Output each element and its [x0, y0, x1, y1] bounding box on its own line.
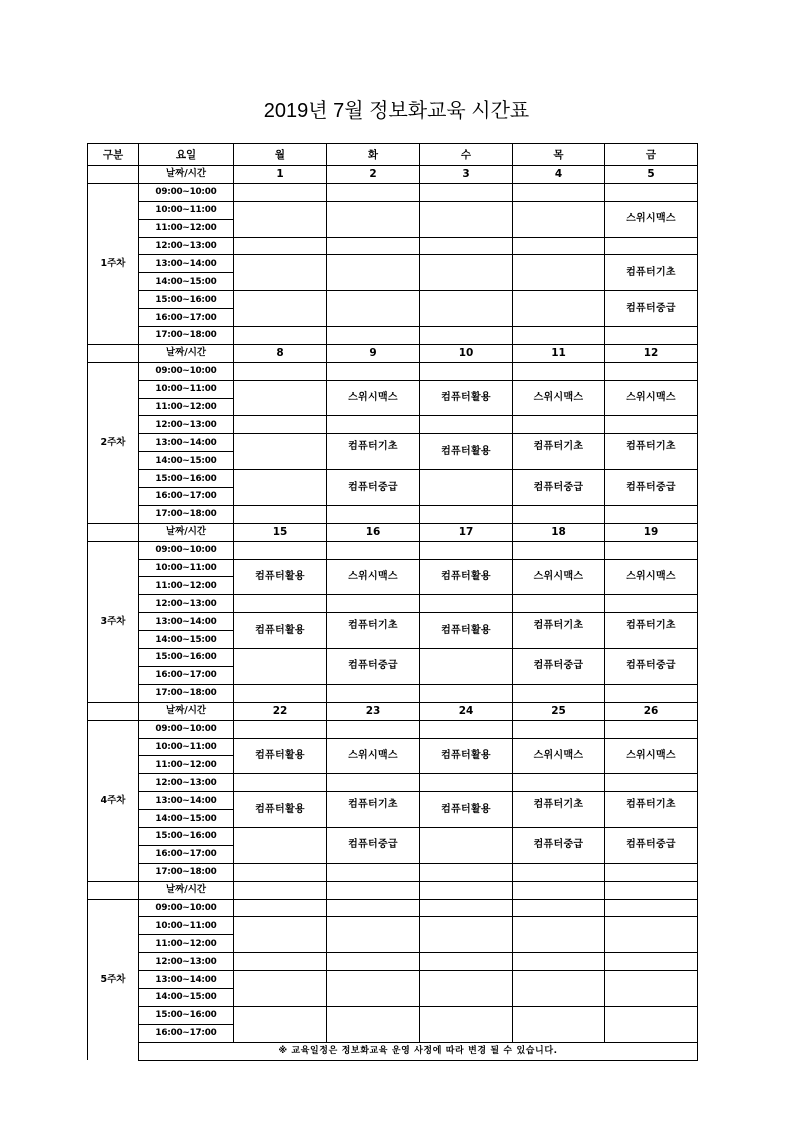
course-cell: 컴퓨터중급 — [605, 649, 698, 685]
date-row-category-cell — [88, 344, 139, 362]
time-slot: 13:00~14:00 — [139, 613, 234, 631]
time-row — [88, 613, 698, 631]
course-cell: 컴퓨터기초 — [513, 613, 605, 649]
empty-cell — [420, 237, 513, 255]
course-cell: 컴퓨터중급 — [327, 827, 420, 863]
time-slot: 14:00~15:00 — [139, 273, 234, 291]
empty-cell — [605, 917, 698, 953]
date-time-label: 날짜/시간 — [139, 881, 234, 899]
date-cell-fri: 5 — [605, 166, 698, 184]
time-row — [88, 380, 698, 398]
time-row — [88, 792, 698, 810]
empty-cell — [327, 505, 420, 523]
time-row — [88, 237, 698, 255]
empty-cell — [513, 971, 605, 1007]
course-cell: 컴퓨터중급 — [327, 649, 420, 685]
date-cell-tue: 9 — [327, 344, 420, 362]
time-slot: 15:00~16:00 — [139, 470, 234, 488]
empty-cell — [327, 201, 420, 237]
time-slot: 16:00~17:00 — [139, 1024, 234, 1042]
empty-cell — [234, 953, 327, 971]
course-cell: 컴퓨터활용 — [234, 792, 327, 828]
empty-cell — [234, 505, 327, 523]
time-slot: 16:00~17:00 — [139, 845, 234, 863]
course-cell: 스위시맥스 — [327, 738, 420, 774]
empty-cell — [513, 1006, 605, 1042]
time-slot: 12:00~13:00 — [139, 953, 234, 971]
time-slot: 16:00~17:00 — [139, 666, 234, 684]
date-cell-tue: 23 — [327, 702, 420, 720]
header-row — [88, 144, 698, 166]
empty-cell — [513, 774, 605, 792]
date-row-category-cell — [88, 881, 139, 899]
time-slot: 13:00~14:00 — [139, 792, 234, 810]
empty-cell — [513, 953, 605, 971]
empty-cell — [420, 362, 513, 380]
empty-cell — [420, 470, 513, 506]
time-row — [88, 559, 698, 577]
time-slot: 17:00~18:00 — [139, 327, 234, 345]
empty-cell — [234, 470, 327, 506]
time-slot: 13:00~14:00 — [139, 434, 234, 452]
empty-cell — [327, 291, 420, 327]
header-weekday: 요일 — [139, 144, 234, 166]
empty-cell — [327, 595, 420, 613]
empty-cell — [327, 863, 420, 881]
empty-cell — [327, 327, 420, 345]
date-cell-wed: 3 — [420, 166, 513, 184]
time-row — [88, 291, 698, 309]
empty-cell — [605, 237, 698, 255]
time-slot: 11:00~12:00 — [139, 398, 234, 416]
time-slot: 10:00~11:00 — [139, 201, 234, 219]
time-slot: 15:00~16:00 — [139, 291, 234, 309]
empty-cell — [234, 362, 327, 380]
course-cell: 컴퓨터기초 — [327, 792, 420, 828]
empty-cell — [513, 595, 605, 613]
course-cell: 컴퓨터활용 — [420, 738, 513, 774]
date-cell-mon: 15 — [234, 523, 327, 541]
empty-cell — [234, 595, 327, 613]
course-cell: 컴퓨터기초 — [327, 613, 420, 649]
empty-cell — [420, 291, 513, 327]
date-cell-wed: 10 — [420, 344, 513, 362]
course-cell: 스위시맥스 — [513, 738, 605, 774]
time-slot: 09:00~10:00 — [139, 183, 234, 201]
empty-cell — [234, 899, 327, 917]
empty-cell — [420, 863, 513, 881]
empty-cell — [513, 541, 605, 559]
course-cell: 컴퓨터중급 — [605, 470, 698, 506]
time-slot: 12:00~13:00 — [139, 237, 234, 255]
header-category: 구분 — [88, 144, 139, 166]
time-slot: 14:00~15:00 — [139, 810, 234, 828]
date-row-category-cell — [88, 523, 139, 541]
course-cell: 컴퓨터활용 — [234, 559, 327, 595]
course-cell: 컴퓨터기초 — [513, 792, 605, 828]
header-day-thu: 목 — [513, 144, 605, 166]
time-slot: 11:00~12:00 — [139, 935, 234, 953]
date-cell-thu: 18 — [513, 523, 605, 541]
course-cell: 컴퓨터활용 — [234, 738, 327, 774]
empty-cell — [420, 416, 513, 434]
time-slot: 12:00~13:00 — [139, 595, 234, 613]
empty-cell — [605, 541, 698, 559]
empty-cell — [513, 720, 605, 738]
time-row — [88, 684, 698, 702]
time-row — [88, 971, 698, 989]
course-cell: 컴퓨터기초 — [605, 434, 698, 470]
schedule-table — [87, 143, 698, 1061]
date-cell-mon: 8 — [234, 344, 327, 362]
date-cell-mon: 1 — [234, 166, 327, 184]
date-cell-mon — [234, 881, 327, 899]
empty-cell — [327, 684, 420, 702]
empty-cell — [420, 827, 513, 863]
empty-cell — [513, 291, 605, 327]
date-row — [88, 702, 698, 720]
empty-cell — [605, 971, 698, 1007]
empty-cell — [513, 201, 605, 237]
time-row — [88, 255, 698, 273]
time-slot: 16:00~17:00 — [139, 309, 234, 327]
course-cell: 스위시맥스 — [605, 559, 698, 595]
empty-cell — [513, 237, 605, 255]
empty-cell — [513, 684, 605, 702]
empty-cell — [327, 255, 420, 291]
course-cell: 스위시맥스 — [605, 380, 698, 416]
empty-cell — [420, 720, 513, 738]
time-row — [88, 327, 698, 345]
time-slot: 14:00~15:00 — [139, 452, 234, 470]
empty-cell — [234, 863, 327, 881]
time-slot: 15:00~16:00 — [139, 1006, 234, 1024]
time-slot: 16:00~17:00 — [139, 488, 234, 506]
header-day-fri: 금 — [605, 144, 698, 166]
time-slot: 13:00~14:00 — [139, 971, 234, 989]
empty-cell — [234, 416, 327, 434]
time-slot: 11:00~12:00 — [139, 577, 234, 595]
empty-cell — [605, 899, 698, 917]
date-cell-fri: 12 — [605, 344, 698, 362]
time-slot: 14:00~15:00 — [139, 631, 234, 649]
empty-cell — [234, 720, 327, 738]
empty-cell — [420, 201, 513, 237]
empty-cell — [513, 416, 605, 434]
time-slot: 11:00~12:00 — [139, 219, 234, 237]
header-day-tue: 화 — [327, 144, 420, 166]
date-cell-fri: 19 — [605, 523, 698, 541]
empty-cell — [234, 1006, 327, 1042]
course-cell: 컴퓨터기초 — [605, 792, 698, 828]
course-cell: 스위시맥스 — [605, 201, 698, 237]
course-cell: 스위시맥스 — [513, 559, 605, 595]
empty-cell — [234, 774, 327, 792]
empty-cell — [327, 362, 420, 380]
empty-cell — [327, 416, 420, 434]
empty-cell — [327, 917, 420, 953]
empty-cell — [234, 827, 327, 863]
empty-cell — [513, 863, 605, 881]
empty-cell — [513, 917, 605, 953]
time-slot: 09:00~10:00 — [139, 899, 234, 917]
date-cell-tue: 16 — [327, 523, 420, 541]
course-cell: 컴퓨터기초 — [513, 434, 605, 470]
time-slot: 09:00~10:00 — [139, 541, 234, 559]
empty-cell — [420, 595, 513, 613]
date-row — [88, 344, 698, 362]
empty-cell — [234, 380, 327, 416]
course-cell: 컴퓨터활용 — [420, 434, 513, 470]
time-slot: 15:00~16:00 — [139, 649, 234, 667]
date-cell-tue: 2 — [327, 166, 420, 184]
course-cell: 스위시맥스 — [327, 559, 420, 595]
time-row — [88, 201, 698, 219]
date-cell-wed — [420, 881, 513, 899]
time-row — [88, 434, 698, 452]
empty-cell — [605, 1006, 698, 1042]
date-cell-thu — [513, 881, 605, 899]
date-time-label: 날짜/시간 — [139, 702, 234, 720]
empty-cell — [605, 863, 698, 881]
time-row — [88, 541, 698, 559]
course-cell: 컴퓨터활용 — [420, 792, 513, 828]
time-slot: 10:00~11:00 — [139, 738, 234, 756]
course-cell: 컴퓨터중급 — [327, 470, 420, 506]
time-row — [88, 595, 698, 613]
empty-cell — [420, 649, 513, 685]
empty-cell — [513, 327, 605, 345]
time-row — [88, 183, 698, 201]
time-slot: 14:00~15:00 — [139, 988, 234, 1006]
time-slot: 11:00~12:00 — [139, 756, 234, 774]
time-slot: 17:00~18:00 — [139, 863, 234, 881]
empty-cell — [327, 237, 420, 255]
empty-cell — [605, 595, 698, 613]
week-label: 4주차 — [88, 720, 139, 881]
empty-cell — [234, 917, 327, 953]
time-row — [88, 416, 698, 434]
time-slot: 13:00~14:00 — [139, 255, 234, 273]
course-cell: 컴퓨터기초 — [327, 434, 420, 470]
empty-cell — [605, 416, 698, 434]
date-row-category-cell — [88, 166, 139, 184]
date-time-label: 날짜/시간 — [139, 166, 234, 184]
empty-cell — [327, 1006, 420, 1042]
time-row — [88, 827, 698, 845]
empty-cell — [513, 505, 605, 523]
empty-cell — [234, 434, 327, 470]
empty-cell — [420, 327, 513, 345]
empty-cell — [605, 720, 698, 738]
empty-cell — [327, 183, 420, 201]
time-slot: 10:00~11:00 — [139, 917, 234, 935]
date-cell-wed: 17 — [420, 523, 513, 541]
empty-cell — [234, 971, 327, 1007]
empty-cell — [234, 255, 327, 291]
empty-cell — [234, 541, 327, 559]
empty-cell — [327, 774, 420, 792]
empty-cell — [327, 971, 420, 1007]
empty-cell — [513, 183, 605, 201]
date-row-category-cell — [88, 702, 139, 720]
empty-cell — [420, 255, 513, 291]
empty-cell — [605, 774, 698, 792]
time-slot: 10:00~11:00 — [139, 380, 234, 398]
empty-cell — [605, 953, 698, 971]
time-row — [88, 774, 698, 792]
date-cell-wed: 24 — [420, 702, 513, 720]
time-slot: 12:00~13:00 — [139, 774, 234, 792]
time-row — [88, 953, 698, 971]
empty-cell — [234, 291, 327, 327]
empty-cell — [605, 684, 698, 702]
course-cell: 스위시맥스 — [327, 380, 420, 416]
empty-cell — [420, 953, 513, 971]
empty-cell — [513, 899, 605, 917]
time-row — [88, 899, 698, 917]
page-title: 2019년 7월 정보화교육 시간표 — [263, 100, 530, 122]
time-row — [88, 362, 698, 380]
empty-cell — [327, 541, 420, 559]
week-label: 3주차 — [88, 541, 139, 702]
empty-cell — [327, 899, 420, 917]
empty-cell — [605, 327, 698, 345]
empty-cell — [420, 684, 513, 702]
time-slot: 17:00~18:00 — [139, 505, 234, 523]
empty-cell — [420, 183, 513, 201]
time-row — [88, 1006, 698, 1024]
time-slot: 09:00~10:00 — [139, 720, 234, 738]
date-row — [88, 523, 698, 541]
empty-cell — [605, 183, 698, 201]
week-label: 1주차 — [88, 183, 139, 344]
empty-cell — [234, 237, 327, 255]
empty-cell — [234, 327, 327, 345]
time-row — [88, 917, 698, 935]
empty-cell — [234, 201, 327, 237]
footnote-row — [88, 1042, 698, 1060]
footnote: ※ 교육일정은 정보화교육 운영 사정에 따라 변경 될 수 있습니다. — [139, 1042, 698, 1060]
course-cell: 스위시맥스 — [605, 738, 698, 774]
date-cell-tue — [327, 881, 420, 899]
time-slot: 15:00~16:00 — [139, 827, 234, 845]
week-label: 2주차 — [88, 362, 139, 523]
empty-cell — [234, 684, 327, 702]
date-cell-thu: 11 — [513, 344, 605, 362]
empty-cell — [513, 255, 605, 291]
date-cell-fri — [605, 881, 698, 899]
empty-cell — [420, 541, 513, 559]
empty-cell — [420, 1006, 513, 1042]
date-row — [88, 881, 698, 899]
header-day-wed: 수 — [420, 144, 513, 166]
empty-cell — [420, 774, 513, 792]
date-row — [88, 166, 698, 184]
empty-cell — [420, 971, 513, 1007]
course-cell: 컴퓨터중급 — [605, 827, 698, 863]
empty-cell — [513, 362, 605, 380]
time-row — [88, 505, 698, 523]
empty-cell — [605, 505, 698, 523]
course-cell: 컴퓨터중급 — [605, 291, 698, 327]
date-time-label: 날짜/시간 — [139, 344, 234, 362]
time-row — [88, 720, 698, 738]
empty-cell — [420, 505, 513, 523]
course-cell: 컴퓨터활용 — [420, 613, 513, 649]
course-cell: 컴퓨터활용 — [420, 380, 513, 416]
date-cell-mon: 22 — [234, 702, 327, 720]
week-label: 5주차 — [88, 899, 139, 1060]
time-row — [88, 470, 698, 488]
time-row — [88, 738, 698, 756]
time-slot: 17:00~18:00 — [139, 684, 234, 702]
course-cell: 컴퓨터활용 — [420, 559, 513, 595]
course-cell: 컴퓨터기초 — [605, 255, 698, 291]
date-cell-thu: 4 — [513, 166, 605, 184]
time-slot: 10:00~11:00 — [139, 559, 234, 577]
empty-cell — [605, 362, 698, 380]
time-slot: 09:00~10:00 — [139, 362, 234, 380]
course-cell: 컴퓨터중급 — [513, 827, 605, 863]
course-cell: 컴퓨터중급 — [513, 649, 605, 685]
time-row — [88, 649, 698, 667]
empty-cell — [234, 649, 327, 685]
course-cell: 컴퓨터기초 — [605, 613, 698, 649]
empty-cell — [327, 720, 420, 738]
empty-cell — [327, 953, 420, 971]
empty-cell — [420, 917, 513, 953]
empty-cell — [234, 183, 327, 201]
date-cell-fri: 26 — [605, 702, 698, 720]
date-cell-thu: 25 — [513, 702, 605, 720]
course-cell: 컴퓨터활용 — [234, 613, 327, 649]
time-slot: 12:00~13:00 — [139, 416, 234, 434]
empty-cell — [420, 899, 513, 917]
date-time-label: 날짜/시간 — [139, 523, 234, 541]
time-row — [88, 863, 698, 881]
course-cell: 컴퓨터중급 — [513, 470, 605, 506]
course-cell: 스위시맥스 — [513, 380, 605, 416]
header-day-mon: 월 — [234, 144, 327, 166]
